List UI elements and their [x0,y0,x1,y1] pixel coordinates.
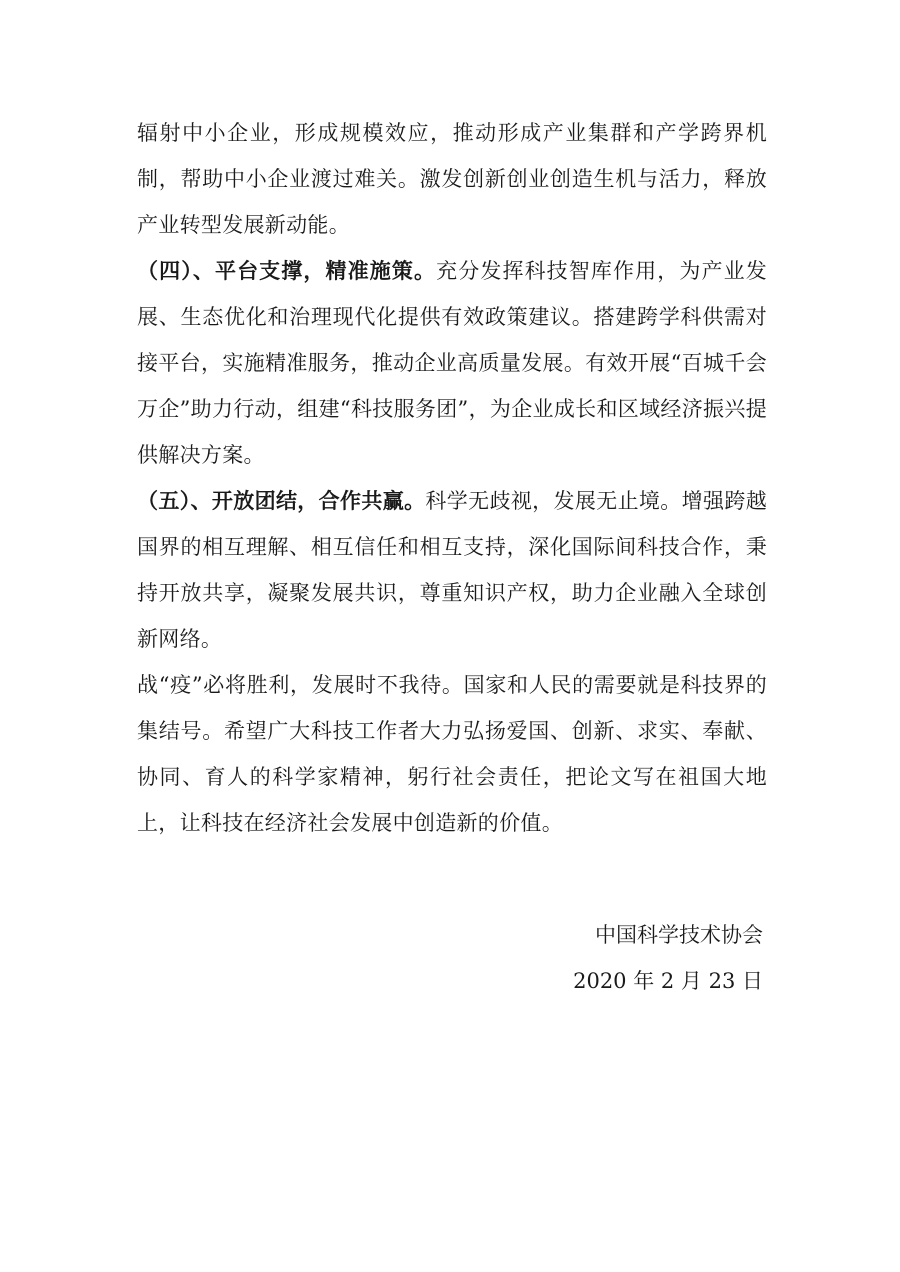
signature-date: 2020 年 2 月 23 日 [573,969,763,993]
section-five-heading: （五）、开放团结，合作共赢。 [137,488,426,513]
section-four-body: 充分发挥科技智库作用，为产业发展、生态优化和治理现代化提供有效政策建议。搭建跨学科供需对接平台，实施精准服务，推动企业高质量发展。有效开展“百城千会万企”助力行动，组建“科技服务团”，为企业成长和区域经济振兴提供解决方案。 [137,259,768,467]
document-body [137,110,767,846]
section-five-paragraph [137,478,767,662]
section-four-paragraph [137,248,767,478]
paragraph-continued: 辐射中小企业，形成规模效应，推动形成产业集群和产学跨界机制，帮助中小企业渡过难关。激发创新创业创造生机与活力，释放产业转型发展新动能。 [137,121,767,237]
section-five-body: 科学无歧视，发展无止境。增强跨越国界的相互理解、相互信任和相互支持，深化国际间科技合作，秉持开放共享，凝聚发展共识，尊重知识产权，助力企业融入全球创新网络。 [137,489,767,651]
signature-organization: 中国科学技术协会 [595,923,763,947]
closing-paragraph: 战“疫”必将胜利，发展时不我待。国家和人民的需要就是科技界的集结号。希望广大科技工作者大力弘扬爱国、创新、求实、奉献、协同、育人的科学家精神，躬行社会责任，把论文写在祖国大地上，让科技在经济社会发展中创造新的价值。 [137,673,767,835]
section-four-heading: （四）、平台支撑，精准施策。 [137,258,437,283]
signature-block [573,912,763,1004]
